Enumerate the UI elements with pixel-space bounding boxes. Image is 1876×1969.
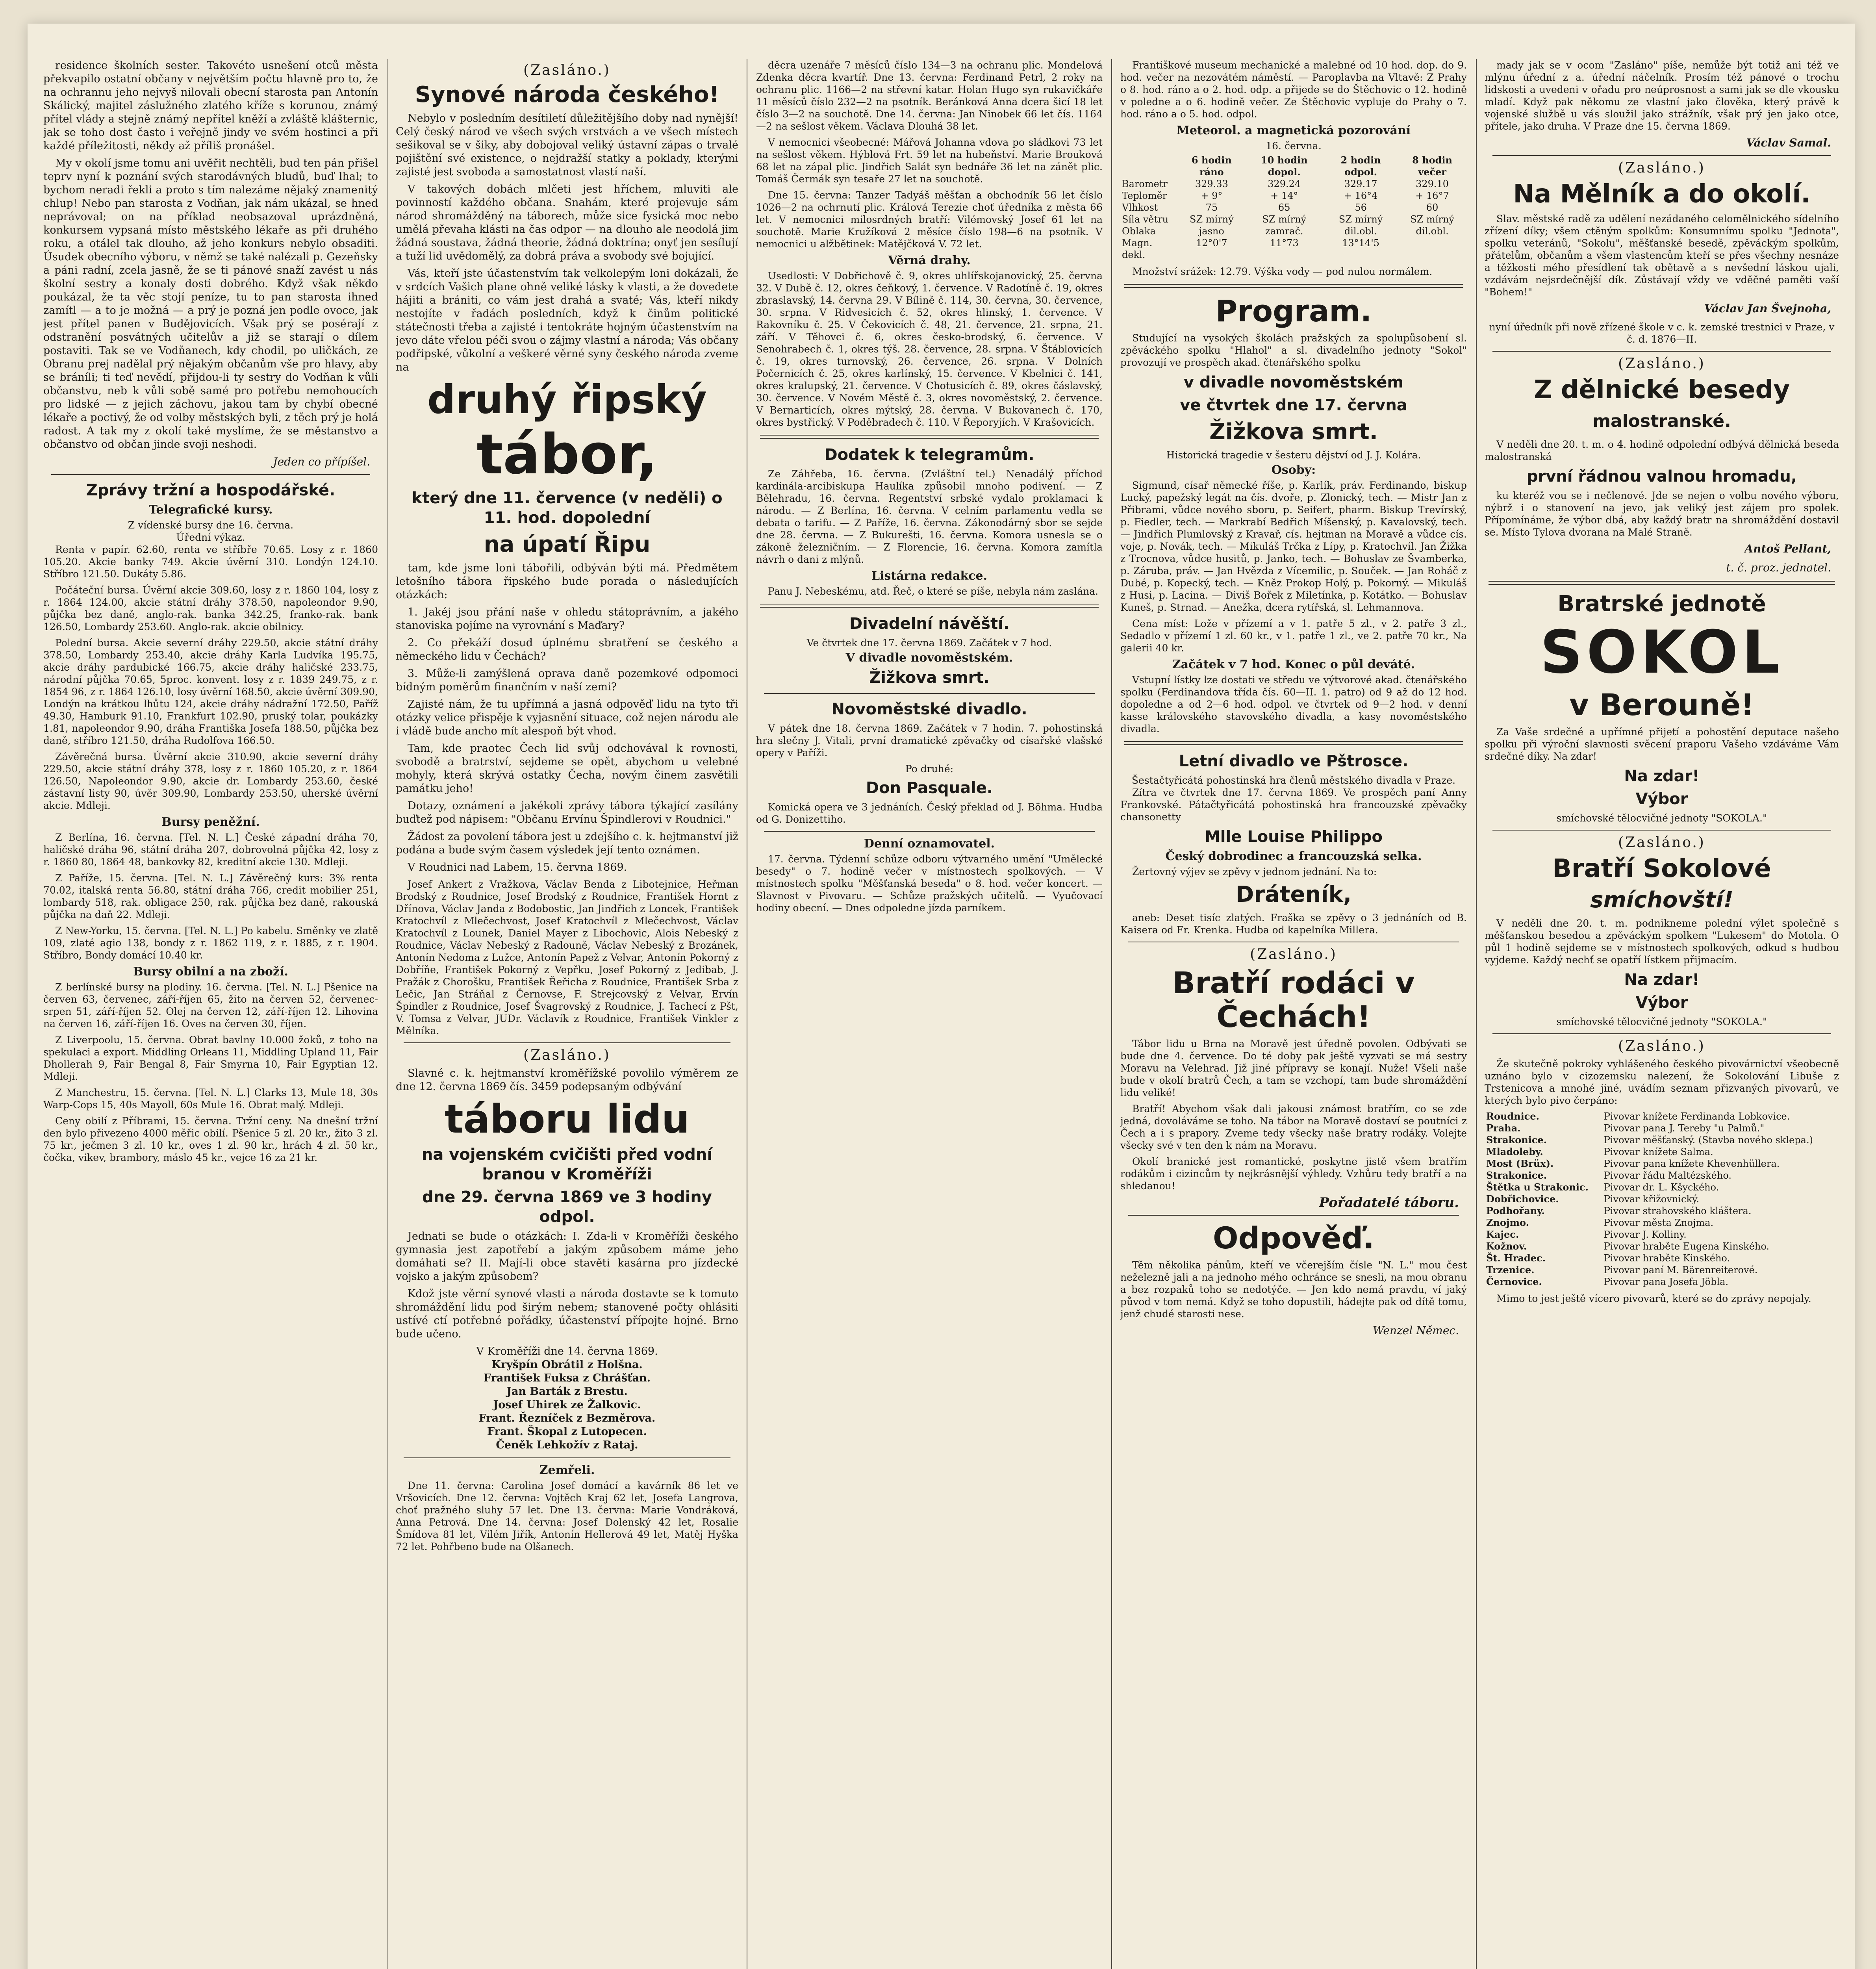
bratri-p3: Okolí branické jest romantické, poskytne jistě všem bratřím rodákům i cizincům ty nejkrásnější výhledy. Vzhůru tedy bratří a na shledanou!: [1120, 1156, 1467, 1192]
sokolove-text: V neděli dne 20. t. m. podnikneme polední výlet společně s měšťanskou besedou a zpěváckým spolkem "Lukesem" do Motola. O půl 1 hodině sejdeme se v místnostech spolkových, odkud s hudbou vyjdeme. Každý nechť se opatří lístkem přijmacím.: [1485, 918, 1839, 966]
theatre2-note: Po druhé:: [905, 763, 954, 775]
theatre2-details: Komická opera ve 3 jednáních. Český překlad od J. Böhma. Hudba od G. Donizettiho.: [756, 801, 1103, 825]
table-row: [1485, 1264, 1839, 1276]
table-row: [1485, 1217, 1839, 1229]
brewery-name: Pivovar hraběte Eugena Kinského.: [1603, 1241, 1769, 1252]
sokolove-heading: Bratří Sokolové: [1552, 854, 1771, 883]
zaslano-label: (Zasláno.): [1618, 160, 1705, 176]
sokol-place: v Berouně!: [1569, 687, 1754, 722]
museum-info: Františkové museum mechanické a malebné od 10 hod. dop. do 9. hod. večer na nezovátém náměstí. — Paroplavba na Vltavě: Z Prahy o 8. hod. ráno a o 2. hod. odp. a přijede se do Štěchovic o 12. hodině v poledne a o 6. hodině večer. Ze Štěchovic vypluje do Prahy o 7. hod. ráno a o 5. hod. odpol.: [1120, 59, 1467, 120]
rente: Renta v papír. 62.60, renta ve stříbře 70.65. Losy z r. 1860 105.20. Akcie banky 749. Akcie úvěrní 310. Londýn 124.10. Stříbro 121.50. Dukáty 5.86.: [43, 544, 378, 580]
meteo-cell: 329.33: [1195, 178, 1228, 189]
tabor-place: V Kroměříži dne 14. června 1869.: [476, 1345, 658, 1357]
program-title: Žižkova smrt.: [1209, 419, 1378, 445]
sokol-na-zdar: Na zdar!: [1624, 767, 1700, 785]
question: 2. Co překáží dosud úplnému sbratření se českého a německého lidu v Čechách?: [396, 637, 738, 662]
brewery-intro: Že skutečně pokroky vyhlášeného českého pivovárnictví všeobecně uznáno bylo v cizozemsku nalezení, že Sokolování Libuše z Trstenicova a mnohé jiné, uvádím seznam přizvaných pivovarů, ve kterých bylo pivo čerpáno:: [1485, 1058, 1839, 1106]
cast-heading: Osoby:: [1271, 463, 1316, 477]
meteo-cell: 75: [1205, 202, 1218, 213]
more-deaths: Dne 15. června: Tanzer Tadyáš měšťan a obchodník 56 let číslo 1026—2 na ochrnutí plic. Králová Terezie choť úředníka z města 66 let. V nemocnici milosrdných bratří: Vilémovský Josef 61 let na souchotě. Marie Kružíková 2 měsíce číslo 198—6 na psotník. V nemocnici u alžbětinek: Matějčková V. 72 let.: [756, 189, 1103, 250]
grain-report: Z berlínské bursy na plodiny. 16. června. [Tel. N. L.] Pšenice na červen 63, červenec, září-říjen 65, žito na červen 52, červenec-srpen 51, září-říjen 52. Olej na červen 12, září-říjen 12. Lihovina na červen 16, září-říjen 16. Oves na červen 30, říjen.: [43, 981, 378, 1029]
meteo-cell: SZ mírný: [1190, 214, 1234, 225]
brewery-name: Pivovar dr. L. Kšyckého.: [1603, 1182, 1719, 1193]
meteo-col-header: 2 hodin odpol.: [1340, 154, 1381, 178]
article-intro: residence školních sester. Takovéto usnešení otců města překvapilo ostatní občany v největším počtu hlavně pro to, že na ochrannu jeho nejvyš nilovali obecní starosta pan Antonín Skálický, majitel záslužného zlatého kříže s korunou, známý přítel vlády a stejně známý nepřítel kněží a zvláště klášternic, jak se toho dost často i veřejně jindy ve svém hostinci a při každé příležitosti, někdy až příliš pronášel.: [43, 59, 378, 152]
column-5: [1485, 59, 1839, 1969]
brewery-town: Dobřichovice.: [1486, 1193, 1559, 1205]
meteo-footer: Množství srážek: 12.79. Výška vody — pod nulou normálem.: [1132, 266, 1433, 277]
brewery-name: Pivovar řádu Maltézského.: [1603, 1170, 1731, 1181]
paragraph: Žádost za povolení tábora jest u zdejšího c. k. hejtmanství již podána a bude svým časem výsledek její tento oznámen.: [396, 831, 738, 856]
telegram-supplement: Ze Záhřeba, 16. června. (Zvláštní tel.) Nenadálý příchod kardinála-arcibiskupa Haulíka způsobil mnoho podivení. — Z Bělehradu, 16. června. Regentství srbské vydalo proklamaci k národu. — Z Berlína, 16. června. V celním parlamentu vedla se debata o tarifu. — Z Paříže, 16. června. Zákonodárný sbor se sejde dne 28. června. — Z Bukurešti, 16. června. Komora usnesla se o zákoně železničním. — Z Florencie, 16. června. Komora zamítla návrh o dani z mlýnů.: [756, 468, 1103, 565]
question: 1. Jakéj jsou přání naše v ohledu státoprávním, a jakého stanoviska pojíme na vyrovnání s Maďary?: [396, 606, 738, 632]
brewery-name: Pivovar hraběte Kinského.: [1603, 1253, 1730, 1264]
brewery-town: Praha.: [1486, 1122, 1521, 1134]
table-row: [1485, 1158, 1839, 1170]
delnik-event: první řádnou valnou hromadu,: [1526, 467, 1797, 486]
bourse-open: Počáteční bursa. Úvěrní akcie 309.60, losy z r. 1860 104, losy z r. 1864 124.00, akcie státní dráhy 378.50, napoleondor 9.90, půjčka bez daně, anglo-rak. banka 342.25, franko-rak. bank 126.50, Lombardy 253.60. Anglo-rak. akcie obilnicy.: [43, 584, 378, 632]
brewery-name: Pivovar křižovnický.: [1603, 1194, 1699, 1205]
paragraph: Zajisté nám, že tu upřímná a jasná odpověď lidu na tyto tři otázky velice přispěje k vyjasnění situace, což nejen národu ale i vládě bude ancho mít alespoň být vhod.: [396, 698, 738, 737]
liverpool-report: Z Liverpoolu, 15. června. Obrat bavlny 10.000 žoků, z toho na spekulaci a export. Middling Orleans 11, Middling Upland 11, Fair Dhollerah 9, Fair Bengal 8, Fair Smyrna 10, Fair Egyptian 12. Mdleji.: [43, 1034, 378, 1082]
bratri-heading: Bratří rodáci v Čechách!: [1172, 965, 1415, 1034]
brewery-town: Trzenice.: [1486, 1264, 1535, 1276]
money-heading: Bursy peněžní.: [161, 815, 260, 829]
signature: Jeden co přípíšel.: [273, 455, 370, 468]
meteo-cell: 60: [1426, 202, 1439, 213]
meteo-cell: + 16°7: [1415, 190, 1449, 201]
meteo-col-header: 6 hodin ráno: [1191, 154, 1232, 178]
market-heading: Zprávy tržní a hospodářské.: [86, 481, 336, 499]
daily-text: 17. června. Týdenní schůze odboru výtvarného umění "Umělecké besedy" o 7. hodině večer v místnostech spolkových. — V místnostech spolku "Měšťanská beseda" o 8. hod. večer koncert. — Slavnost v Pivovaru. — Schůze pražských učitelů. — Vyučovací hodiny obecní. — Dnes odpoledne jízda parníkem.: [756, 853, 1103, 914]
brewery-name: Pivovar měšťanský. (Stavba nového sklepa.): [1603, 1135, 1813, 1146]
na-zdar: Na zdar!: [1624, 971, 1700, 989]
table-row: [1485, 1181, 1839, 1193]
paris-report: Z Paříže, 15. června. [Tel. N. L.] Závěrečný kurs: 3% renta 70.02, italská renta 56.80, státní dráha 766, credit mobilier 251, lombardy 518, rak. obligace 250, rak. půjčka bez daně, rakouská půjčka na daň 22. Mdleji.: [43, 872, 378, 920]
place-date: V Roudnici nad Labem, 15. června 1869.: [408, 861, 627, 873]
newyork-report: Z New-Yorku, 15. června. [Tel. N. L.] Po kabelu. Směnky ve zlatě 109, zlaté agio 138, bondy z r. 1862 119, z r. 1885, z r. 1904. Stříbro, Bondy domácí 10.40 kr.: [43, 925, 378, 961]
tabor-signatories: [396, 1358, 738, 1452]
paragraph: tam, kde jsme loni tábořili, odbýván býti má. Předmětem letošního tábora řipského bude porada o následujících otázkách:: [396, 562, 738, 601]
program-intro: Studující na vysokých školách pražských za spolupůsobení sl. zpěváckého spolku "Hlahol" a sl. divadelního jednoty "Sokol" provozují ve prospěch akad. čtenářského spolku: [1120, 332, 1467, 368]
program-heading: Program.: [1215, 293, 1372, 328]
estates-heading: Věrná drahy.: [888, 254, 971, 267]
meteo-cell: 329.24: [1268, 178, 1301, 189]
estates-list: Usedlosti: V Dobřichově č. 9, okres uhlířskojanovický, 25. června 32. V Dubě č. 12, okres čeňkový, 1. července. V Radotíně č. 19, okres zbraslavský, 14. června 29. V Bílině č. 114, 30. června, 30. července, 30. srpna. V Ridvesicích č. 52, okres hlinský, 1. července. V Rakovníku č. 25. V Čekovicích č. 48, 21. července, 21. srpna, 21. září. V Těhovci č. 6, okres česko-brodský, 6. července. V Senohrabech č. 1, okres týš. 28. července, 28. srpna. V Štáblovicích č. 19, okres turnovský, 26. července, 26. srpna. V Dolních Počernicích č. 25, okres karlínský, 15. července. V Kbelnici č. 141, okres kralupský, 21. července. V Chotusicích č. 89, okres čáslavský, 30. července. V Novém Městě č. 3, okres novoměstský, 2. července. V Bernarticích, okres mýtský, 28. června. V Bukovanech č. 170, okres bystřický. V Poděbradech č. 110. V Řeporyjích. V Krašovicích.: [756, 270, 1103, 428]
meteo-cell: SZ mírný: [1338, 214, 1383, 225]
melnik-text: Slav. městské radě za udělení nezádaného celomělnického sídelního zřízení díky; všem ctěným spolkům: Konsumnímu spolku "Jednota", spolku veteránů, "Sokolu", měšťanské besedě, zpěváckým spolkům, přátelům, občanům a všem vlastencům kteří se přes všechny nesnáze a těžkosti mého přesídlení tak obětavě a s nevšední láskou ujali, vzdávám nejsrdečnější dík. Zůstávají vždy ve vděčné paměti vaší "Bohem!": [1485, 213, 1839, 298]
committee: Výbor: [1635, 790, 1688, 808]
theatre-venue: V divadle novoměstském.: [845, 651, 1013, 665]
drat-title: Dráteník,: [1235, 882, 1352, 907]
bratri-p2: Bratří! Abychom však dali jakousi známost bratřím, co se zde jedná, dovoláváme se toho. Na tábor na Moravě dostaví se poutníci z Čech a i s prapory. Zveme tedy všecky naše bratry rodáky. Volejte všecky své v ten den k nám na Moravu.: [1120, 1103, 1467, 1151]
summer-theatre-heading: Letní divadlo ve Pštrosce.: [1179, 752, 1409, 770]
column-2: [396, 59, 738, 1969]
ticket-info: Vstupní lístky lze dostati ve středu ve výtvorové akad. čtenářského spolku (Ferdinandova třída čís. 60—II. 1. patro) od 9 až do 12 hod. dopoledne a od 2—6 hod. odpol. ve čtvrtek od 9—2 hod. v denní kasse královského stavovského divadla, a kasy novoměstského divadla.: [1120, 674, 1467, 734]
program-venue: v divadle novoměstském: [1183, 373, 1404, 391]
ticket-prices: Cena míst: Lože v přízemí a v 1. patře 5 zl., v 2. patře 3 zl., Sedadlo v přízemí 1 zl. 60 kr., v 1. patře 1 zl., ve 2. patře 70 kr., Na galerii 40 kr.: [1120, 618, 1467, 654]
signature: Wenzel Němec.: [1372, 1324, 1459, 1337]
table-row: [1485, 1146, 1839, 1158]
signature: Antoš Pellant,: [1744, 542, 1831, 555]
table-row: [1485, 1252, 1839, 1264]
sokol-heading: SOKOL: [1540, 618, 1784, 687]
meteo-date: 16. června.: [1266, 140, 1322, 152]
table-row: [1485, 1134, 1839, 1146]
table-row: [1485, 1193, 1839, 1205]
signature-note: nyní úředník při nově zřízené škole v c. k. zemské trestnici v Praze, v č. d. 1876—II.: [1489, 321, 1835, 345]
table-row: [1120, 225, 1467, 237]
meteo-cell: 12°0'7: [1196, 237, 1227, 248]
table-row: [1485, 1111, 1839, 1122]
event-when: který dne 11. července (v neděli) o 11. hod. dopolední: [412, 489, 723, 527]
column-4: [1120, 59, 1467, 1969]
brewery-town: Št. Hradec.: [1486, 1252, 1546, 1264]
zaslano-label: (Zasláno.): [1618, 1038, 1705, 1054]
zaslano-label: (Zasláno.): [523, 1047, 611, 1063]
bratri-p1: Tábor lidu u Brna na Moravě jest úředně povolen. Odbývati se bude dne 4. července. Do té doby pak ještě vyzvati se má sestry Moravu na Velehrad. Již jiné přípravy se konají. Nuže! Všeli naše bude v okolí bratrů Čech, a tam se vzchopí, tam bude shromáždění lidu veliké!: [1120, 1038, 1467, 1098]
meteo-cell: Vlhkost: [1122, 202, 1158, 213]
theatre-play: Žižkova smrt.: [869, 669, 990, 687]
brewery-name: Pivovar paní M. Bärenreiterové.: [1603, 1264, 1758, 1276]
redakce-heading: Listárna redakce.: [871, 569, 988, 583]
meteo-cell: jasno: [1199, 226, 1224, 237]
meteo-table: [1120, 154, 1467, 261]
brewery-town: Štětka u Strakonic.: [1486, 1181, 1589, 1193]
brewery-town: Podhořany.: [1486, 1205, 1545, 1216]
meteo-cell: 56: [1355, 202, 1367, 213]
meteo-cell: SZ mírný: [1410, 214, 1454, 225]
paragraph: Slavné c. k. hejtmanství kroměřížské povolilo výměrem ze dne 12. června 1869 čís. 3459 podepsaným odbývání: [396, 1067, 738, 1093]
signatory-name: Josef Uhirek ze Žalkovic.: [493, 1399, 641, 1411]
meteo-col-header: 10 hodin dopol.: [1261, 154, 1308, 178]
table-row: [1120, 202, 1467, 213]
column-1: [43, 59, 378, 1969]
delnik-text: V neděli dne 20. t. m. o 4. hodině odpolední odbývá dělnická beseda malostranská: [1485, 439, 1839, 462]
telegram-supplement-heading: Dodatek k telegramům.: [824, 446, 1034, 464]
odpoved-text: Těm několika pánům, kteří ve včerejším čísle "N. L." mou čest neželezně jali a na jednoho mého ochránce se snesli, na mou obranu a bez rozpaků toho se nedotýče. — Jen kdo nemá pravdu, ví jaký původ v tom nemá. Když se toho dopustili, hádejte pak od dítě tomu, jenž chudé starosti nese.: [1120, 1259, 1467, 1320]
official-line: Úřední výkaz.: [176, 532, 245, 543]
meteo-cell: 329.10: [1416, 178, 1449, 189]
brewery-name: Pivovar pana Josefa Jöbla.: [1603, 1276, 1729, 1287]
meteo-cell: dil.obl.: [1416, 226, 1449, 237]
brewery-name: Pivovar města Znojma.: [1603, 1217, 1714, 1228]
brewery-town: Mladoleby.: [1486, 1146, 1543, 1157]
meteo-cell: 65: [1278, 202, 1290, 213]
tabor-headline: táboru lidu: [444, 1096, 690, 1142]
meteo-cell: + 9°: [1201, 190, 1223, 201]
tabor-questions: Jednati se bude o otázkách: I. Zda-li v Kroměříži českého gymnasia jest zapotřebí a jakým způsobem máme jeho domáhati se? II. Mají-li obce stavěti kasárna pro jízdecké vojsko a jakým způsobem?: [396, 1230, 738, 1283]
manchester-report: Z Manchestru, 15. června. [Tel. N. L.] Clarks 13, Mule 18, 30s Warp-Cops 15, 40s Mayoll, 60s Mule 16. Obrat malý. Mdleji.: [43, 1087, 378, 1111]
committee: Výbor: [1635, 994, 1688, 1012]
meteo-cell: SZ mírný: [1262, 214, 1307, 225]
daily-heading: Denní oznamovatel.: [864, 837, 995, 851]
table-row: [1120, 178, 1467, 190]
brewery-town: Kožnov.: [1486, 1240, 1527, 1252]
zaslano-label: (Zasláno.): [1618, 834, 1705, 851]
article-body: My v okolí jsme tomu ani uvěřit nechtěli, bud ten pán přišel teprv nyní k poznání svých starodávných bludů, buď lhal; to bychom neradi řekli a proto s tím nalezáme nějaký znamenitý chlup! Nebo pan starosta z Vodňan, jak nám ukázal, se hned neprávoval; on na příklad neobsazoval uprázdněná, konkursem vypsaná místo městského lékaře as při druhého roku, a otálel tak dlouho, až jeho konkurs nebylo obsaditi. Úsudek obecního výboru, v němž se také nalézali p. Gezeňsky a páni radní, zcela jasně, že se ti pánové snaží zavést u nás školní sestry a konaly dosti dobrého. Když však někdo poukázal, že ta věc stojí peníze, tu to pan starosta ihned zamítl — a to je možná — a prý je pozná jen podle ovoce, jak jest přítel panen v Budějovicích. Však prý se posérají z odstranění posvátných učitelův a již se starají o dílem postaviti. Tak se ve Vodňanech, kdy chodil, po uličkách, ze Obranu prej nadělal prý nějakým občanům vše pro hlavy, aby se bráníli; ti teď nevědí, přijdou-li ty sestry do Vodňan k vůli občanstvu, neb k vůli sobě samé pro potřebu nemohoucích pro lidské — z jejich záchovu, jakou tam by chybí obecné lékaře a poctivý, že od volby městských byli, z těch prý je holá radost. A tak my z okolí také myslíme, že se městanstvo a občanstvo od občan jinde svoji neshodi.: [43, 157, 378, 451]
theatre2-play: Don Pasquale.: [866, 779, 993, 797]
table-row: [1485, 1170, 1839, 1181]
brewery-town: Znojmo.: [1486, 1217, 1529, 1228]
delnik-heading-2: malostranské.: [1592, 411, 1731, 431]
theatre-date: Ve čtvrtek dne 17. června 1869. Začátek v 7 hod.: [806, 637, 1052, 649]
brewery-footer: Mimo to jest ještě vícero pivovarů, které se do zprávy nepojaly.: [1496, 1293, 1811, 1304]
tabor-paragraph: Kdož jste věrní synové vlasti a národa dostavte se k tomuto shromáždění lidu pod širým nebem; stanovené počty ohlásiti ustívé ctí potřebné pořádky, účastenství přípojte hojné. Brno bude učeno.: [396, 1288, 738, 1340]
committee-sub: smíchovské tělocvičné jednoty "SOKOLA.": [1556, 812, 1767, 824]
signature: Václav Jan Švejnoha,: [1704, 302, 1831, 315]
zaslano-label: (Zasláno.): [1618, 356, 1705, 372]
brewery-table: [1485, 1111, 1839, 1288]
signatory-name: Čeněk Lehkožív z Rataj.: [496, 1439, 638, 1451]
deaths-list: Dne 11. června: Carolina Josef domácí a kavárník 86 let ve Vršovicích. Dne 12. června: Vojtěch Kraj 62 let, Josefa Langrova, choť pražného sluhy 57 let. Dne 13. června: Marie Vondráková, Anna Petrová. Dne 14. června: Josef Dolenský 42 let, Rosalie Šmídova 81 let, Vilém Jiřík, Antonín Hellerová 49 let, Matěj Hyška 72 let. Pohřbeno bude na Olšanech.: [396, 1480, 738, 1552]
brewery-name: Pivovar pana knížete Khevenhüllera.: [1603, 1158, 1780, 1169]
grain-heading: Bursy obilní a na zboží.: [133, 965, 288, 979]
summer-play: Český dobrodinec a francouzská selka.: [1165, 849, 1422, 863]
brewery-town: Kajec.: [1486, 1229, 1519, 1240]
brewery-town: Strakonice.: [1486, 1134, 1547, 1146]
delnik-heading: Z dělnické besedy: [1533, 375, 1790, 404]
tabor-date: dne 29. června 1869 ve 3 hodiny odpol.: [422, 1188, 712, 1226]
table-row: [1120, 237, 1467, 261]
brewery-name: Pivovar knížete Ferdinanda Lobkovice.: [1603, 1111, 1790, 1122]
signatories: Josef Ankert z Vražkova, Václav Benda z Libotejnice, Heřman Brodský z Roudnice, Josef Brodský z Roudnice, František Hornt z Dřínova, Václav Janda z Bodobostic, Jan Jindřich z Loncek, František Kratochvíl z Mlečechvost, Josef Kratochvíl z Mlečechvost, Václav Kratochvíl z Lounek, Daniel Mayer z Libochovic, Alois Nebeský z Roudnice, Václav Nebeský z Radouně, Václav Nebeský z Brozánek, Antonín Nedoma z Lužce, Antonín Papež z Velvar, Antonín Pokorný z Dobříňe, František Pokorný z Vepřku, Josef Pokorný z Jedibab, J. Pražák z Chorošku, František Řeřicha z Roudnice, František Srba z Lečic, Jan Stráňal z Černovse, F. Strejcovský z Velvar, Ervín Špindler z Roudnice, Josef Švagrovský z Roudnice, J. Tachecí z Pšt, V. Tomsa z Velvar, JUDr. Václavík z Roudnice, František Vinkler z Mělníka.: [396, 879, 738, 1036]
meteo-heading: Meteorol. a magnetická pozorování: [1176, 124, 1411, 137]
signature-note: t. č. proz. jednatel.: [1726, 561, 1831, 574]
meteo-cell: [1398, 237, 1467, 261]
meteo-cell: Magn. dekl.: [1122, 237, 1153, 260]
meteo-cell: dil.obl.: [1344, 226, 1377, 237]
redakce-text: Panu J. Nebeskému, atd. Řeč, o které se píše, nebyla nám zaslána.: [768, 586, 1099, 597]
table-row: [1485, 1276, 1839, 1288]
theatre-heading: Divadelní návěští.: [849, 615, 1010, 633]
paragraph: Nebylo v posledním desítiletí důležitějšího doby nad nynější! Celý český národ ve všech svých vrstvách a ve všech místech sešikoval se v šiky, aby dobojoval veliký ústavní zápas o trvalé pojištění své existence, o nejdražší statky a poklady, kterými zajisté jest svoboda a samostatnost vlastí naší.: [396, 112, 738, 178]
meteo-cell: Síla větru: [1122, 214, 1169, 225]
meteo-cell: Teploměr: [1122, 190, 1167, 201]
meteo-cell: Barometr: [1122, 178, 1168, 189]
table-row: [1485, 1122, 1839, 1134]
paragraph: Dotazy, oznámení a jakékoli zprávy tábora týkající zasílány buďtež pod nápisem: "Občanu Ervínu Špindlerovi v Roudnici.": [396, 800, 738, 825]
deaths-continued: děcra uzenáře 7 měsíců číslo 134—3 na ochranu plic. Mondelová Zdenka děcra kvartíř. Dne 13. června: Ferdinand Petrl, 2 roky na ochranu plic. 1166—2 na střevní katar. Holan Hugo syn rukavičkáře 11 měsíců číslo 232—2 na psotník. Beránková Anna dcera šicí 18 let číslo 3—2 na souchotě. Dne 14. června: Jan Ninobek 66 let čís. 1164—2 na sešlost věkem. Václava Dlouhá 38 let.: [756, 59, 1103, 132]
meteo-cell: + 14°: [1270, 190, 1298, 201]
drat-desc: aneb: Deset tisíc zlatých. Fraška se zpěvy o 3 jednáních od B. Kaisera od Fr. Krenka. Hudba od kapelníka Millera.: [1120, 912, 1467, 936]
signatory-name: Kryšpín Obrátil z Holšna.: [491, 1359, 643, 1371]
telegram-heading: Telegrafické kursy.: [148, 503, 273, 517]
summer-theatre-sub: Šestačtyřicátá pohostinská hra členů městského divadla v Praze.: [1131, 775, 1456, 786]
signature: Pořadatelé táboru.: [1319, 1195, 1459, 1211]
brewery-name: Pivovar knížete Salma.: [1603, 1146, 1713, 1157]
meteo-cell: 329.17: [1344, 178, 1377, 189]
meteo-cell: zamrač.: [1265, 226, 1303, 237]
sokol-text: Za Vaše srdečné a upřímné přijetí a pohostění deputace našeho spolku při výroční slavnosti svěcení praporu Vašeho vzdáváme Vám srdečné díky. Na zdar!: [1485, 726, 1839, 762]
meteo-col-header: 8 hodin večer: [1412, 154, 1452, 178]
sokol-sub: Bratrské jednotě: [1557, 591, 1766, 617]
question: 3. Může-li zamýšlená oprava daně pozemkové odpomoci bídným poměrům finančním v naší zemi?: [396, 667, 738, 693]
brewery-town: Strakonice.: [1486, 1170, 1547, 1181]
performer-name: Mlle Louise Philippo: [1205, 828, 1383, 846]
brewery-name: Pivovar J. Kolliny.: [1603, 1229, 1687, 1240]
summer-theatre-text: Zítra ve čtvrtek dne 17. června 1869. Ve prospěch paní Anny Frankovské. Pátačtyřicátá pohostinská hra francouzské zpěvačky chansonetty: [1120, 787, 1467, 823]
meteo-col-header: [1120, 154, 1179, 178]
vienna-line: Z vídenské bursy dne 16. června.: [128, 519, 294, 531]
hospital-deaths: V nemocnici všeobecné: Mářová Johanna vdova po sládkovi 73 let na sešlost věkem. Hýblová Frt. 59 let na hubeňství. Marie Brouková 68 let na zápal plic. Jindřich Salát syn bednáře 36 let na zánět plic. Tomáš Čermák syn tesaře 27 let na souchotě.: [756, 137, 1103, 185]
event-where: na úpatí Řipu: [484, 532, 651, 557]
signatory-name: Jan Barták z Brestu.: [506, 1385, 628, 1398]
meteo-cell: + 16°4: [1344, 190, 1378, 201]
summer-play-desc: Žertovný výjev se zpěvy v jednom jednání. Na to:: [1132, 866, 1377, 877]
theatre2-heading: Novoměstské divadlo.: [831, 700, 1027, 718]
paragraph: V takových dobách mlčeti jest hříchem, mluviti ale povinností každého občana. Snahám, které projevuje sám národ shromážděný na táborech, může sice fysická moc nebo umělá převaha klásti na čas odpor — na dlouho ale neodolá jim žádná soustava, žádná theorie, žádná doktrína; onyť jen sesílují a tuží lid uvědomělý, za dobrá práva a svobody své bojující.: [396, 183, 738, 262]
big-headline: druhý řipský: [427, 376, 707, 423]
meteo-cell: Oblaka: [1122, 226, 1156, 237]
table-row: [1120, 190, 1467, 202]
prices-report: Ceny obilí z Příbrami, 15. června. Tržní ceny. Na dnešní tržní den bylo přivezeno 4000 měřic obilí. Pšenice 5 zl. 20 kr., žito 3 zl. 75 kr., ječmen 3 zl. 10 kr., oves 1 zl. 90 kr., hrách 4 zl. 50 kr., čočka, vikev, brambory, máslo 45 kr., vejce 16 za 21 kr.: [43, 1115, 378, 1163]
signatory-name: František Fuksa z Chrášťan.: [483, 1372, 651, 1384]
bourse-close: Závěrečná bursa. Úvěrní akcie 310.90, akcie severní dráhy 229.50, akcie státní dráhy 378, losy z r. 1860 105.20, z r. 1864 126.50, Napoleondor 9.90, akcie dr. Lombardy 253.60, české zástavní listy 90, úvěr 309.90, Lombardy 253.50, uherské úvěrní akcie. Mdleji.: [43, 751, 378, 811]
brewery-town: Černovice.: [1486, 1276, 1542, 1287]
sokolove-heading-2: smíchovští!: [1590, 887, 1733, 913]
zaslano-label: (Zasláno.): [523, 62, 611, 78]
cast-list: Sigmund, císař německé říše, p. Karlík, práv. Ferdinando, biskup Lucký, papežský legát na čís. dvoře, p. Zlonický, tech. — Mistr Jan z Přibrami, vůdce nového sboru, p. Seifert, pharm. Biskup Trevírský, p. Fiedler, tech. — Markrabí Bedřich Míšenský, p. Kavalovský, tech. — Jindřich Plumlovský z Kravař, cís. hejtman na Moravě a vůdce cís. voje, p. Novák, tech. — Mikuláš Trčka z Lípy, p. Kratochvíl. Jan Žižka z Trocnova, vůdce husitů, p. Janko, tech. — Bohuslav ze Švamberka, p. Záruba, práv. — Jan Hvězda z Vícemilic, p. Souček. — Jan Roháč z Dubé, p. Kopecký, tech. — Kněz Prokop Holý, p. Pokorný. — Mikuláš z Husi, p. Lacina. — Diviš Bořek z Miletínka, p. Kotátko. — Bohuslav Kuneš, p. Strnad. — Anežka, dcera rytířská, sl. Lehmannova.: [1120, 480, 1467, 613]
deaths-heading: Zemřeli.: [539, 1463, 595, 1477]
signatory-name: Frant. Řezníček z Bezměrova.: [478, 1412, 656, 1424]
odpoved-heading: Odpověď.: [1213, 1220, 1374, 1255]
zaslano-label: (Zasláno.): [1250, 946, 1337, 962]
delnik-text-2: ku kteréž vou se i nečlenové. Jde se nejen o volbu nového výboru, nýbrž i o stanovení na jevo, jak veliký jest zájem pro spolek. Přípomínáme, že výbor dbá, aby každý bratr na shromáždění dostavil se. Místo Tylova dvorana na Malé Straně.: [1485, 490, 1839, 538]
table-row: [1485, 1240, 1839, 1252]
big-headline: tábor,: [476, 423, 658, 487]
committee-sub: smíchovské tělocvičné jednoty "SOKOLA.": [1556, 1016, 1767, 1027]
meteo-cell: 13°14'5: [1342, 237, 1380, 248]
brewery-town: Roudnice.: [1486, 1111, 1539, 1122]
start-time: Začátek v 7 hod. Konec o půl deváté.: [1172, 658, 1415, 671]
letter-text: mady jak se v ocom "Zasláno" píše, nemůže být totiž ani též ve mlýnu úřední z a. úřední náčelník. Prosím též pánové o trochu lidskosti a uvedeni v ořadu pro neúprosnost a sami jak se dle vkousku mladí. Když pak někomu ze vlastní jako člověka, který právě k vojenské službě u vás sloužil jako strážník, však prý jen jako otce, přítele, jako druha. V Praze dne 15. června 1869.: [1485, 59, 1839, 132]
signatory-name: Frant. Škopal z Lutopecen.: [487, 1426, 647, 1438]
bourse-noon: Polední bursa. Akcie severní dráhy 229.50, akcie státní dráhy 378.50, Lombardy 253.40, akcie dráhy Karla Ludvíka 195.75, akcie dráhy pardubické 166.75, akcie dráhy haličské 233.75, národní půjčka 70.65, 5proc. konvent. losy z r. 1839 249.75, z r. 1854 96, z r. 1864 126.10, losy úvěrní 168.50, akcie úvěrní 309.90, Londýn na krátkou lhůtu 124, akcie dráhy nádražní 172.50, Paříž 49.30, Hamburk 91.10, Frankfurt 102.90, pruský tolar, poukázky 1.81, napoleondor 9.90, dráha Františka Josefa 188.50, půjčka bez daně, stříbro 121.50, dráha Rudolfova 166.50.: [43, 637, 378, 746]
theatre2-text: V pátek dne 18. června 1869. Začátek v 7 hodin. 7. pohostinská hra slečny J. Vitali, první dramatické zpěvačky od císařské vlašské opery v Paříži.: [756, 723, 1103, 758]
column-3: [756, 59, 1103, 1969]
table-row: [1120, 213, 1467, 225]
program-date: ve čtvrtek dne 17. června: [1180, 396, 1407, 414]
brewery-town: Most (Brüx).: [1486, 1158, 1554, 1169]
berlin-report: Z Berlína, 16. června. [Tel. N. L.] České západní dráha 70, haličské dráha 96, státní dráha 207, dobrovolná půjčka 42, losy z r. 1860 80, 1864 48, bankovky 82, kreditní akcie 130. Mdleji.: [43, 832, 378, 868]
article-title: Synové národa českého!: [415, 82, 719, 108]
table-row: [1485, 1205, 1839, 1217]
melnik-heading: Na Mělník a do okolí.: [1513, 180, 1811, 209]
meteo-cell: 11°73: [1270, 237, 1299, 248]
table-row: [1485, 1229, 1839, 1240]
brewery-name: Pivovar pana J. Tereby "u Palmů.": [1603, 1123, 1765, 1134]
paragraph: Vás, kteří jste účastenstvím tak velkolepým loni dokázali, že v srdcích Vašich plane ohně veliké lásky k vlasti, a že dovedete hájiti a brániti, co vám jest drahá a svaté; Vás, kteří nikdy nestojíte v řadách posledních, když k činům politické státečnosti třeba a zajisté i tentokráte hojným účastenstvím na jevo dáte vřelou péči svou o zájmy vlastní a národa; Vás občany podřipské, vůkolní a veškeré věrné syny českého národa zveme na: [396, 267, 738, 373]
paragraph: Tam, kde praotec Čech lid svůj odchovával k rovnosti, svobodě a bratrství, sejdeme se opět, abychom u velebné mohyly, která skrývá ostatky Čecha, novým činem zasvětili památku jeho!: [396, 742, 738, 795]
brewery-name: Pivovar strahovského kláštera.: [1603, 1205, 1752, 1216]
program-subtitle: Historická tragedie v šesteru dějství od J. J. Kolára.: [1166, 449, 1421, 461]
tabor-subtitle: na vojenském cvičišti před vodní branou v Kroměříži: [421, 1146, 713, 1183]
signature: Václav Samal.: [1746, 136, 1831, 149]
newspaper-page: [28, 24, 1855, 1969]
